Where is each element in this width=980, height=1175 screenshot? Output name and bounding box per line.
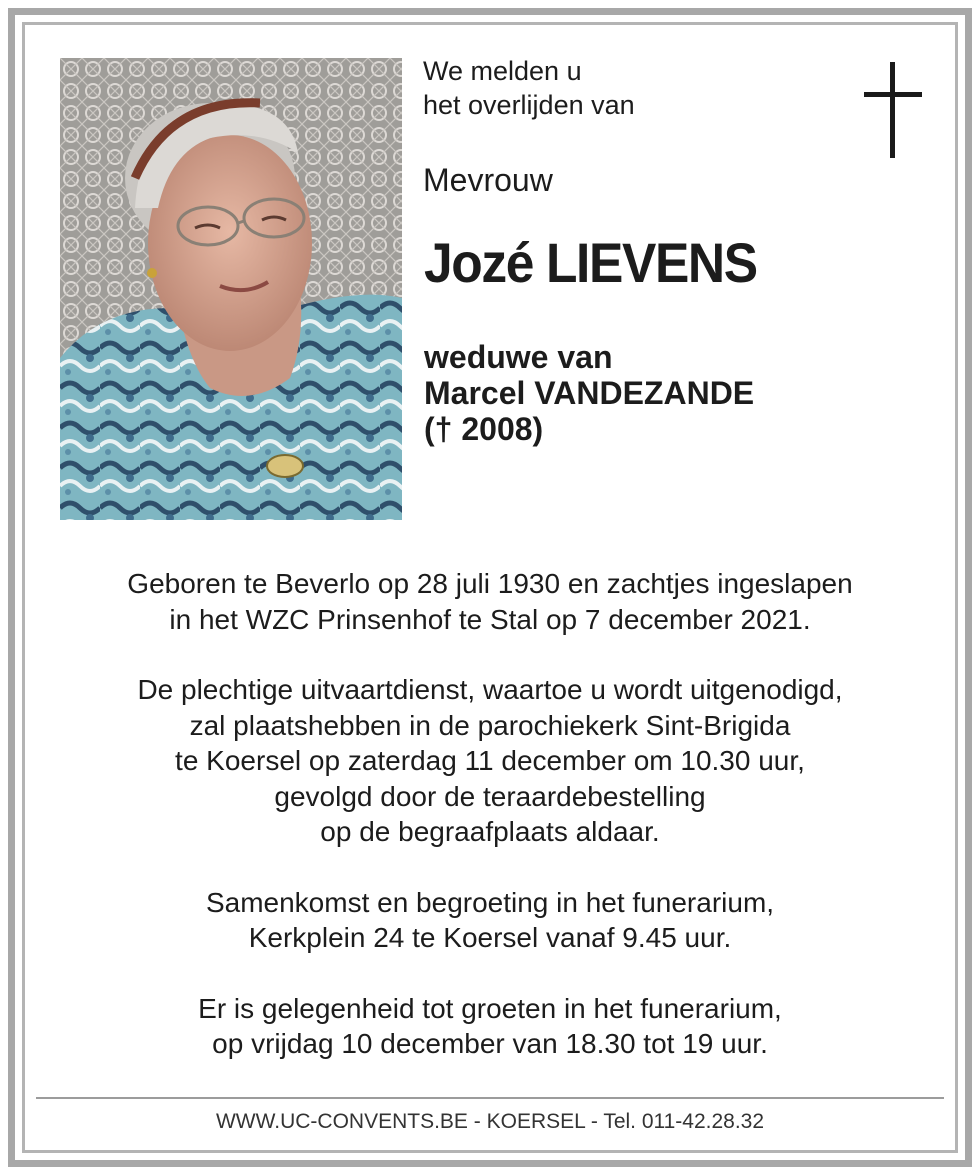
spouse-line: Marcel VANDEZANDE — [424, 375, 755, 411]
cross-icon — [864, 62, 922, 158]
intro-line: We melden u — [423, 56, 582, 86]
honorific: Mevrouw — [423, 162, 553, 198]
body-line: Geboren te Beverlo op 28 juli 1930 en zachtjes ingeslapen — [127, 568, 853, 599]
visitation-paragraph — [36, 991, 944, 1062]
spouse-line: weduwe van — [424, 339, 613, 375]
body-line: op de begraafplaats aldaar. — [320, 816, 660, 847]
body-line: in het WZC Prinsenhof te Stal op 7 december 2021. — [169, 603, 811, 635]
announcement-body — [36, 566, 944, 1062]
body-line: De plechtige uitvaartdienst, waartoe u wordt uitgenodigd, — [137, 674, 843, 705]
gathering-paragraph — [36, 885, 944, 956]
intro-text — [423, 54, 635, 122]
spouse-info — [424, 339, 754, 447]
footer-divider — [36, 1097, 944, 1099]
deceased-name: Jozé LIEVENS — [424, 231, 757, 294]
funeral-service-paragraph — [36, 672, 944, 850]
portrait-photo — [60, 58, 402, 520]
body-line: zal plaatshebben in de parochiekerk Sint-Brigida — [189, 709, 791, 741]
funeral-home-footer: WWW.UC-CONVENTS.BE - KOERSEL - Tel. 011-42.28.32 — [215, 1110, 765, 1133]
body-line: Er is gelegenheid tot groeten in het funerarium, — [198, 992, 782, 1024]
body-line: Samenkomst en begroeting in het funerarium, — [205, 886, 775, 918]
intro-line: het overlijden van — [423, 90, 635, 120]
body-line: Kerkplein 24 te Koersel vanaf 9.45 uur. — [248, 922, 732, 953]
body-line: op vrijdag 10 december van 18.30 tot 19 uur. — [212, 1028, 768, 1059]
spouse-line: († 2008) — [424, 411, 544, 447]
body-line: gevolgd door de teraardebestelling — [274, 780, 706, 812]
body-line: te Koersel op zaterdag 11 december om 10.30 uur, — [175, 745, 805, 776]
birth-death-paragraph — [36, 566, 944, 637]
